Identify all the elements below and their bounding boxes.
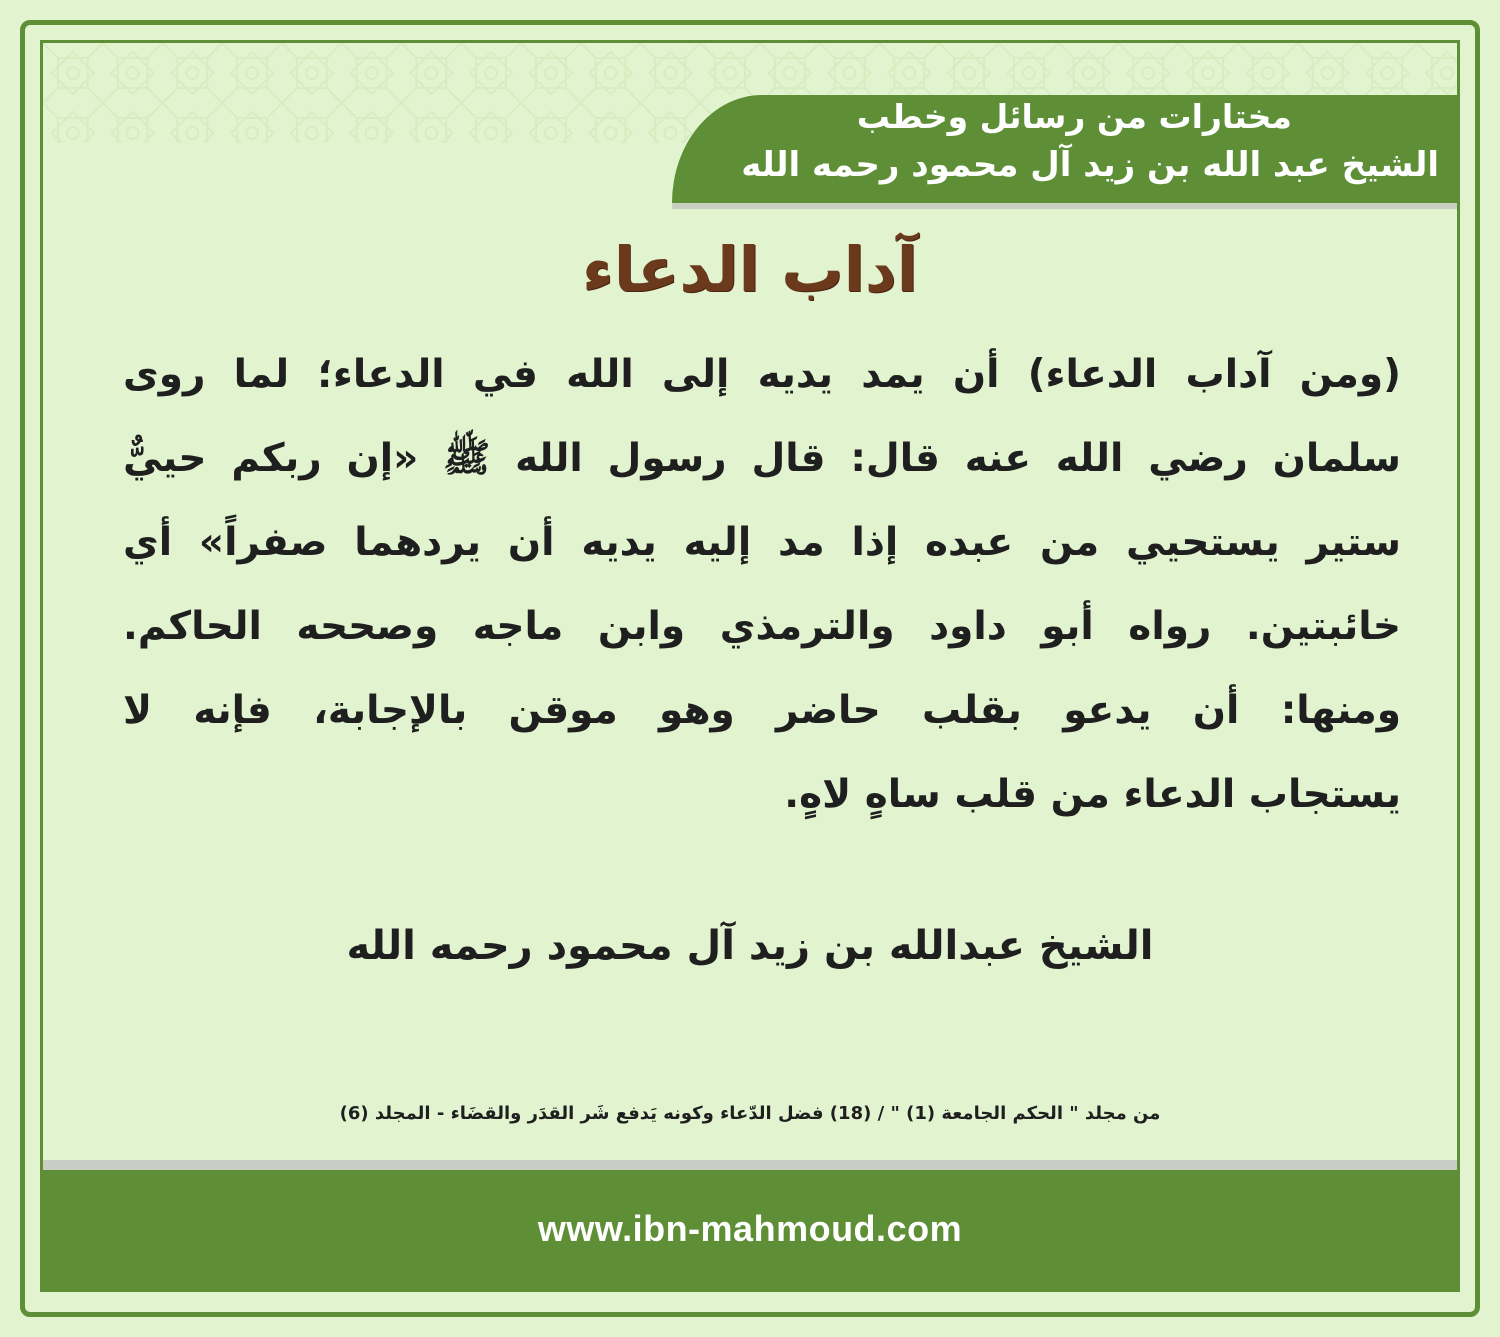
body-line: ومنها: أن يدعو بقلب حاضر وهو موقن بالإجابة، فإنه لا xyxy=(123,688,1401,733)
footer-band xyxy=(43,1170,1457,1292)
body-line: سلمان رضي الله عنه قال: قال رسول الله ﷺ «إن ربكم حييٌّ xyxy=(123,436,1401,481)
body-line: خائبتين. رواه أبو داود والترمذي وابن ماجه وصححه الحاكم. xyxy=(123,604,1401,649)
body-text xyxy=(123,333,1401,837)
header-author: الشيخ عبد الله بن زيد آل محمود رحمه الله xyxy=(741,145,1439,185)
header-subtitle: مختارات من رسائل وخطب xyxy=(856,97,1292,136)
header-banner xyxy=(672,95,1457,203)
signature: الشيخ عبدالله بن زيد آل محمود رحمه الله xyxy=(346,923,1154,969)
body-line: يستجاب الدعاء من قلب ساهٍ لاهٍ. xyxy=(784,772,1401,817)
body-line: (ومن آداب الدعاء) أن يمد يديه إلى الله في الدعاء؛ لما روى xyxy=(123,352,1401,397)
footer-divider xyxy=(43,1160,1457,1170)
body-line: ستير يستحيي من عبده إذا مد إليه يديه أن يردهما صفراً» أي xyxy=(123,520,1401,565)
website-link[interactable]: www.ibn-mahmoud.com xyxy=(537,1208,963,1249)
source-reference: من مجلد " الحكم الجامعة (1) " / (18) فضل الدّعاء وكونه يَدفع شَر القدَر والقضَاء - المجلد (6) xyxy=(339,1103,1161,1124)
page-title: آداب الدعاء xyxy=(582,233,918,306)
inner-frame xyxy=(40,40,1460,1292)
